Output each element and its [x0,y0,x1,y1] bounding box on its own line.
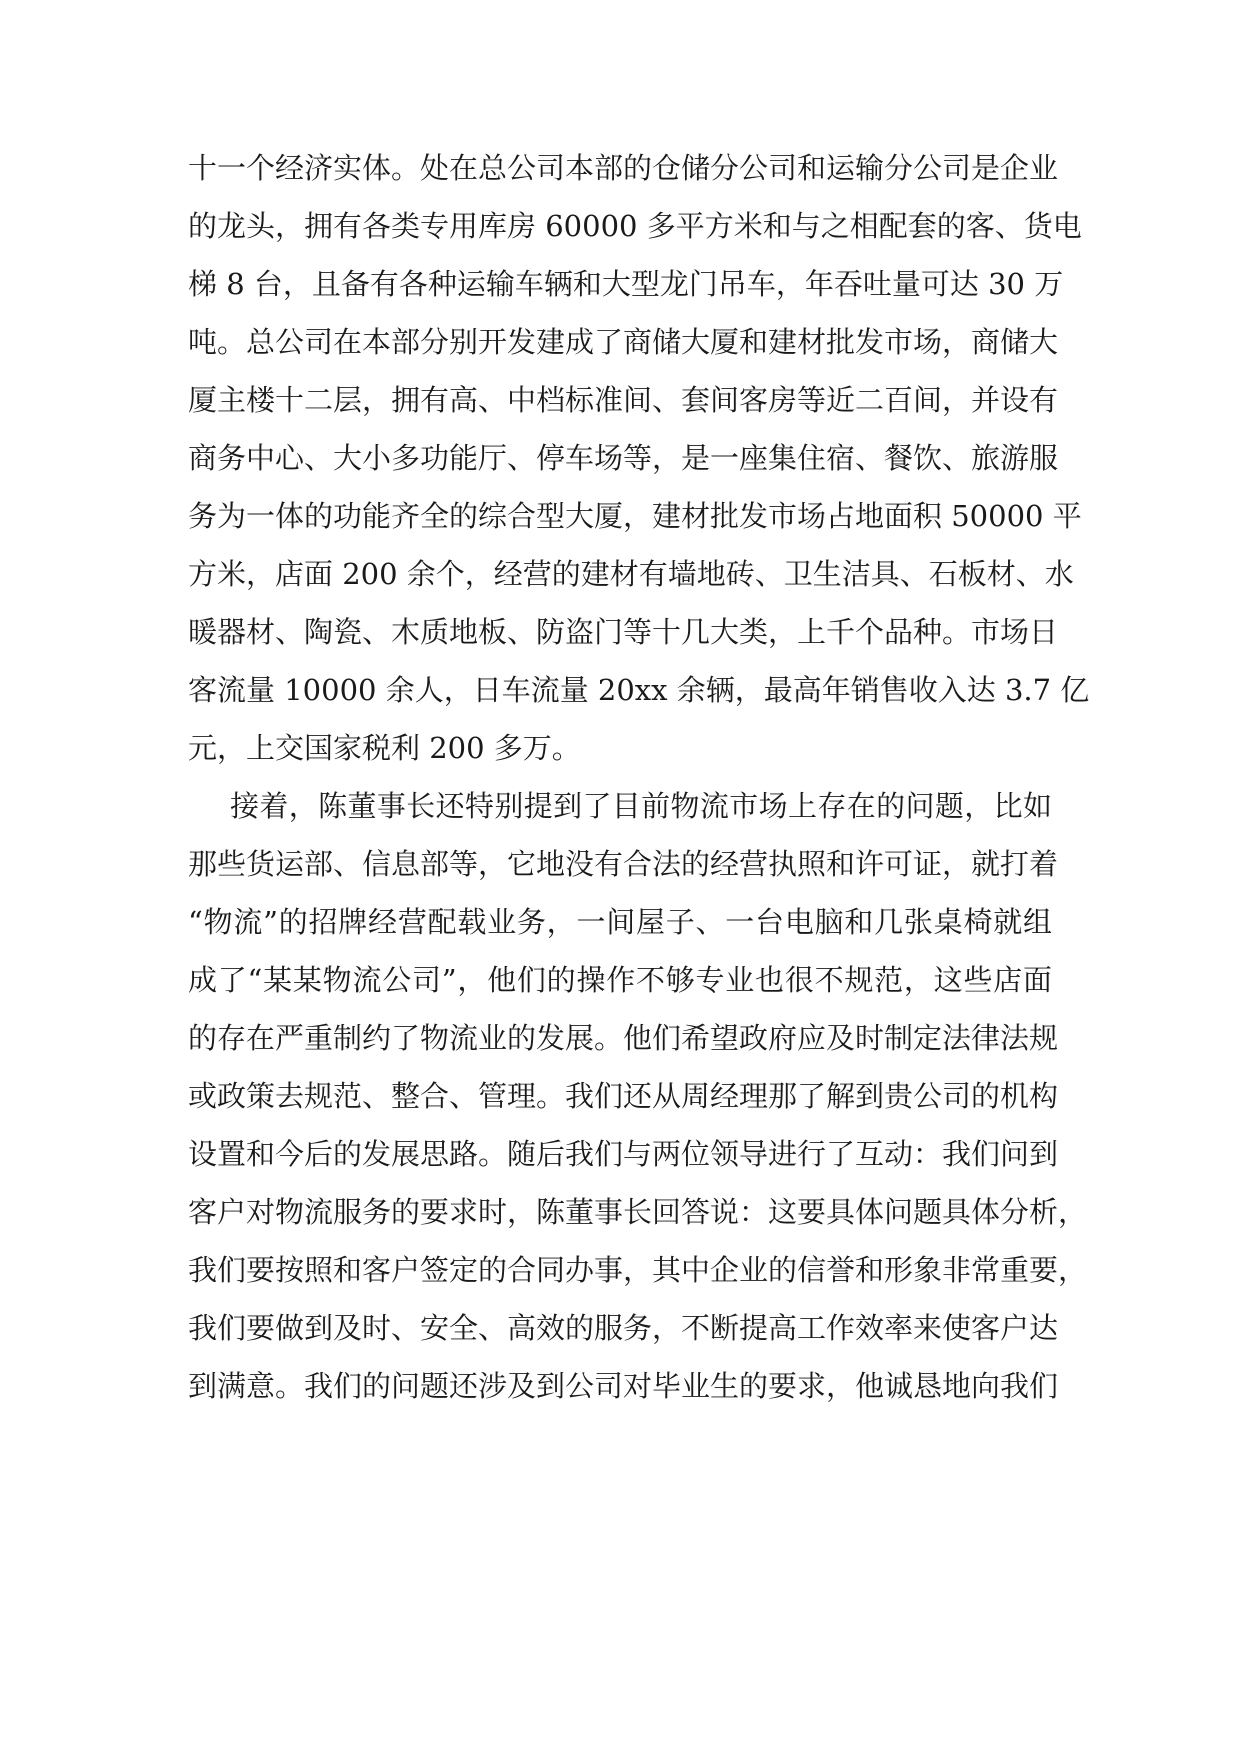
text-line: 梯 8 台，且备有各种运输车辆和大型龙门吊车，年吞吐量可达 30 万 [188,267,1064,301]
text-line: 或政策去规范、整合、管理。我们还从周经理那了解到贵公司的机构 [188,1079,1059,1113]
text-line: 客户对物流服务的要求时，陈董事长回答说：这要具体问题具体分析， [188,1195,1088,1229]
paragraph [188,789,1088,1428]
document-body [188,151,1090,1428]
text-line: 务为一体的功能齐全的综合型大厦，建材批发市场占地面积 50000 平 [188,499,1082,533]
text-line: 成了“某某物流公司”，他们的操作不够专业也很不规范，这些店面 [188,963,1052,997]
text-line: 吨。总公司在本部分别开发建成了商储大厦和建材批发市场，商储大 [188,325,1059,359]
text-line: 我们要按照和客户签定的合同办事，其中企业的信誉和形象非常重要， [188,1253,1088,1287]
text-line: 方米，店面 200 余个，经营的建材有墙地砖、卫生洁具、石板材、水 [188,557,1074,591]
text-line: 我们要做到及时、安全、高效的服务，不断提高工作效率来使客户达 [188,1311,1059,1345]
text-line: 设置和今后的发展思路。随后我们与两位领导进行了互动：我们问到 [188,1137,1059,1171]
text-line: 厦主楼十二层，拥有高、中档标准间、套间客房等近二百间，并设有 [188,383,1059,417]
text-line: 客流量 10000 余人，日车流量 20xx 余辆，最高年销售收入达 3.7 亿 [188,673,1090,707]
paragraph [188,151,1090,790]
text-line: 商务中心、大小多功能厅、停车场等，是一座集住宿、餐饮、旅游服 [188,441,1059,475]
text-line: 到满意。我们的问题还涉及到公司对毕业生的要求，他诚恳地向我们 [188,1369,1059,1403]
text-line: 的龙头，拥有各类专用库房 60000 多平方米和与之相配套的客、货电 [188,209,1082,243]
text-line: 那些货运部、信息部等，它地没有合法的经营执照和许可证，就打着 [188,847,1059,881]
text-line: “物流”的招牌经营配载业务，一间屋子、一台电脑和几张桌椅就组 [188,905,1052,939]
text-line: 暖器材、陶瓷、木质地板、防盗门等十几大类，上千个品种。市场日 [188,615,1059,649]
text-line: 元，上交国家税利 200 多万。 [188,731,581,765]
text-line: 十一个经济实体。处在总公司本部的仓储分公司和运输分公司是企业 [188,151,1059,185]
text-line: 接着，陈董事长还特别提到了目前物流市场上存在的问题，比如 [230,789,1052,823]
text-line: 的存在严重制约了物流业的发展。他们希望政府应及时制定法律法规 [188,1021,1059,1055]
